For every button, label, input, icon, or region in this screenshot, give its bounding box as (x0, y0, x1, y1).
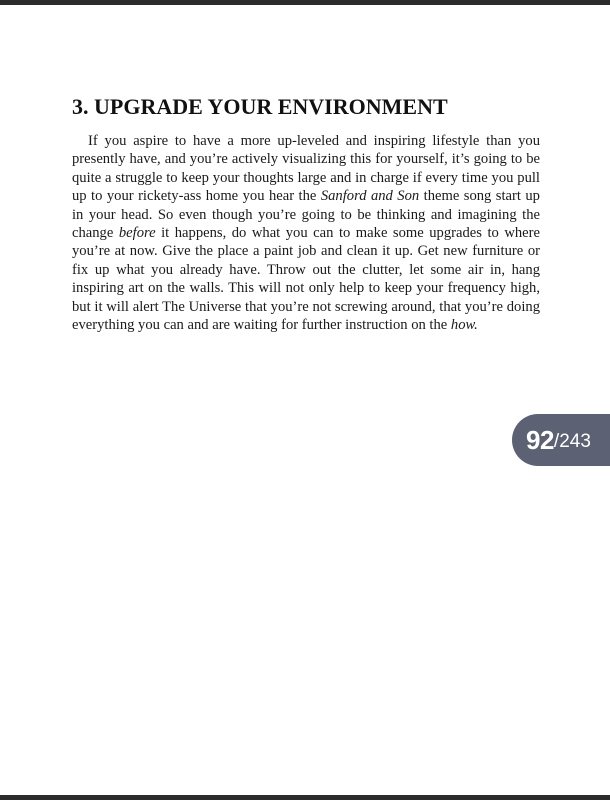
current-page-number: 92 (526, 424, 554, 455)
top-border (0, 0, 610, 5)
paragraph-italic-1: Sanford and Son (320, 188, 420, 205)
paragraph-text-1: If you aspire to have a more up-leveled and inspiring lifestyle than you presently have, and you’re actively visualizing this for yourself, it’s going to be quite a struggle to keep your thoughts large and in charge if every time you pull up to your rickety-ass home you hear the (72, 133, 540, 205)
paragraph-italic-2: before (118, 225, 156, 242)
paragraph-text-2: theme song start up in your head. So even though you’re going to be thinking and imagining the change (72, 188, 540, 242)
total-page-count: 243 (559, 431, 591, 452)
page-separator: / (553, 431, 560, 452)
paragraph-italic-3: how. (450, 317, 478, 334)
paragraph-text-3: it happens, do what you can to make some upgrades to where you’re at now. Give the place a paint job and clean it up. Get new furniture or fix up what you already have. Throw out the clutter, let some air in, hang inspiring art on the walls. This will not only help to keep your frequency high, but it will alert The Universe that you’re not screwing around, that you’re doing everything you can and are waiting for further instruction on the (72, 225, 540, 334)
section-heading: 3. UPGRADE YOUR ENVIRONMENT (72, 94, 448, 119)
body-paragraph (72, 132, 540, 334)
page-number-badge (512, 414, 610, 466)
bottom-border (0, 795, 610, 800)
